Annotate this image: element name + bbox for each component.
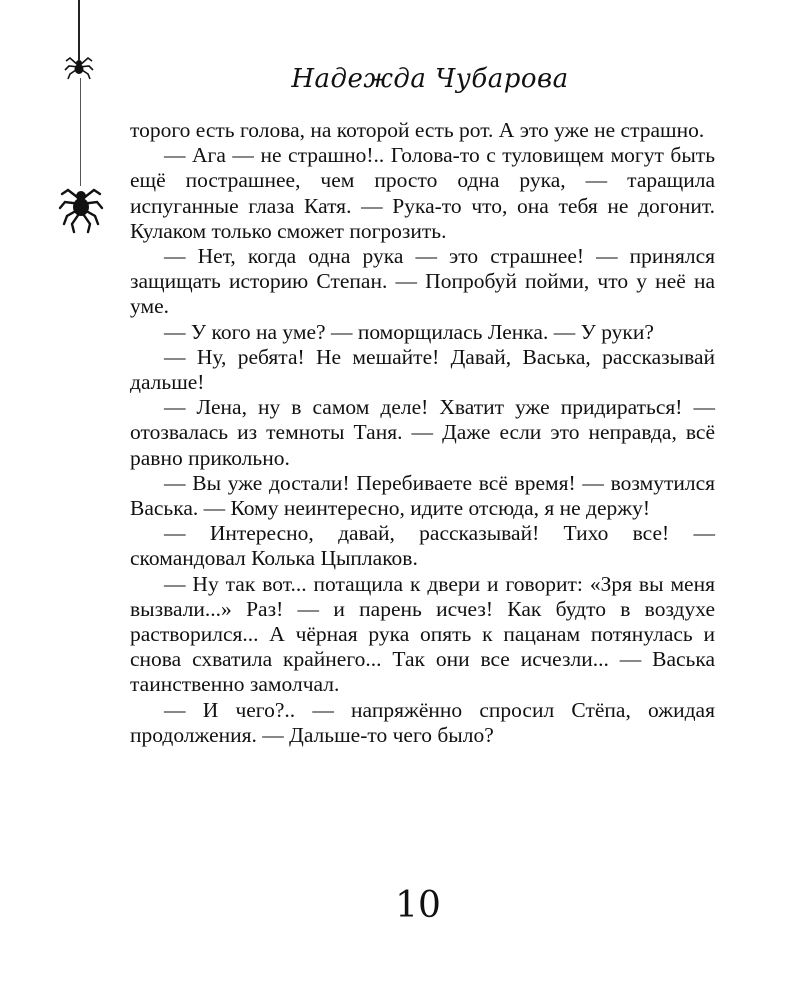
paragraph: — Вы уже достали! Перебиваете всё время! — возмутился Васька. — Кому неинтересно, идите отсюда, я не держу! bbox=[130, 470, 715, 521]
paragraph: — Лена, ну в самом деле! Хватит уже придираться! — отозвалась из темноты Таня. — Даже если это неправда, всё равно прикольно. bbox=[130, 395, 715, 470]
paragraph: — Ага — не страшно!.. Голова-то с туловищем могут быть ещё пострашнее, чем просто одна рука, — таращила испуганные глаза Катя. — Рука-то что, она тебя не догонит. Кулаком только сможет погрозить. bbox=[130, 143, 715, 243]
paragraph: — Нет, когда одна рука — это страшнее! — принялся защищать историю Степан. — Попробуй пойми, что у неё на уме. bbox=[130, 244, 715, 319]
paragraph: торого есть голова, на которой есть рот. А это уже не страшно. bbox=[130, 118, 705, 142]
spider-thread-lower bbox=[80, 78, 81, 186]
paragraph: — И чего?.. — напряжённо спросил Стёпа, ожидая продолжения. — Дальше-то чего было? bbox=[130, 697, 715, 747]
paragraph: — Ну, ребята! Не мешайте! Давай, Васька, рассказывай дальше! bbox=[130, 344, 715, 395]
running-head-author: Надежда Чубарова bbox=[291, 64, 569, 94]
paragraph: — У кого на уме? — поморщилась Ленка. — У руки? bbox=[164, 319, 654, 344]
body-text bbox=[130, 118, 715, 748]
large-spider-icon bbox=[58, 180, 104, 236]
paragraph: — Ну так вот... потащила к двери и говорит: «Зря вы меня вызвали...» Раз! — и парень исчез! Как будто в воздухе растворился... А чёрная рука опять к пацанам потянулась и снова схватила крайнего... Так они все исчезли... — Васька таинственно замолчал. bbox=[130, 571, 715, 697]
spider-thread bbox=[78, 0, 80, 60]
paragraph: — Интересно, давай, рассказывай! Тихо все! — скомандовал Колька Цыплаков. bbox=[130, 521, 715, 571]
page-number: 10 bbox=[395, 885, 441, 926]
